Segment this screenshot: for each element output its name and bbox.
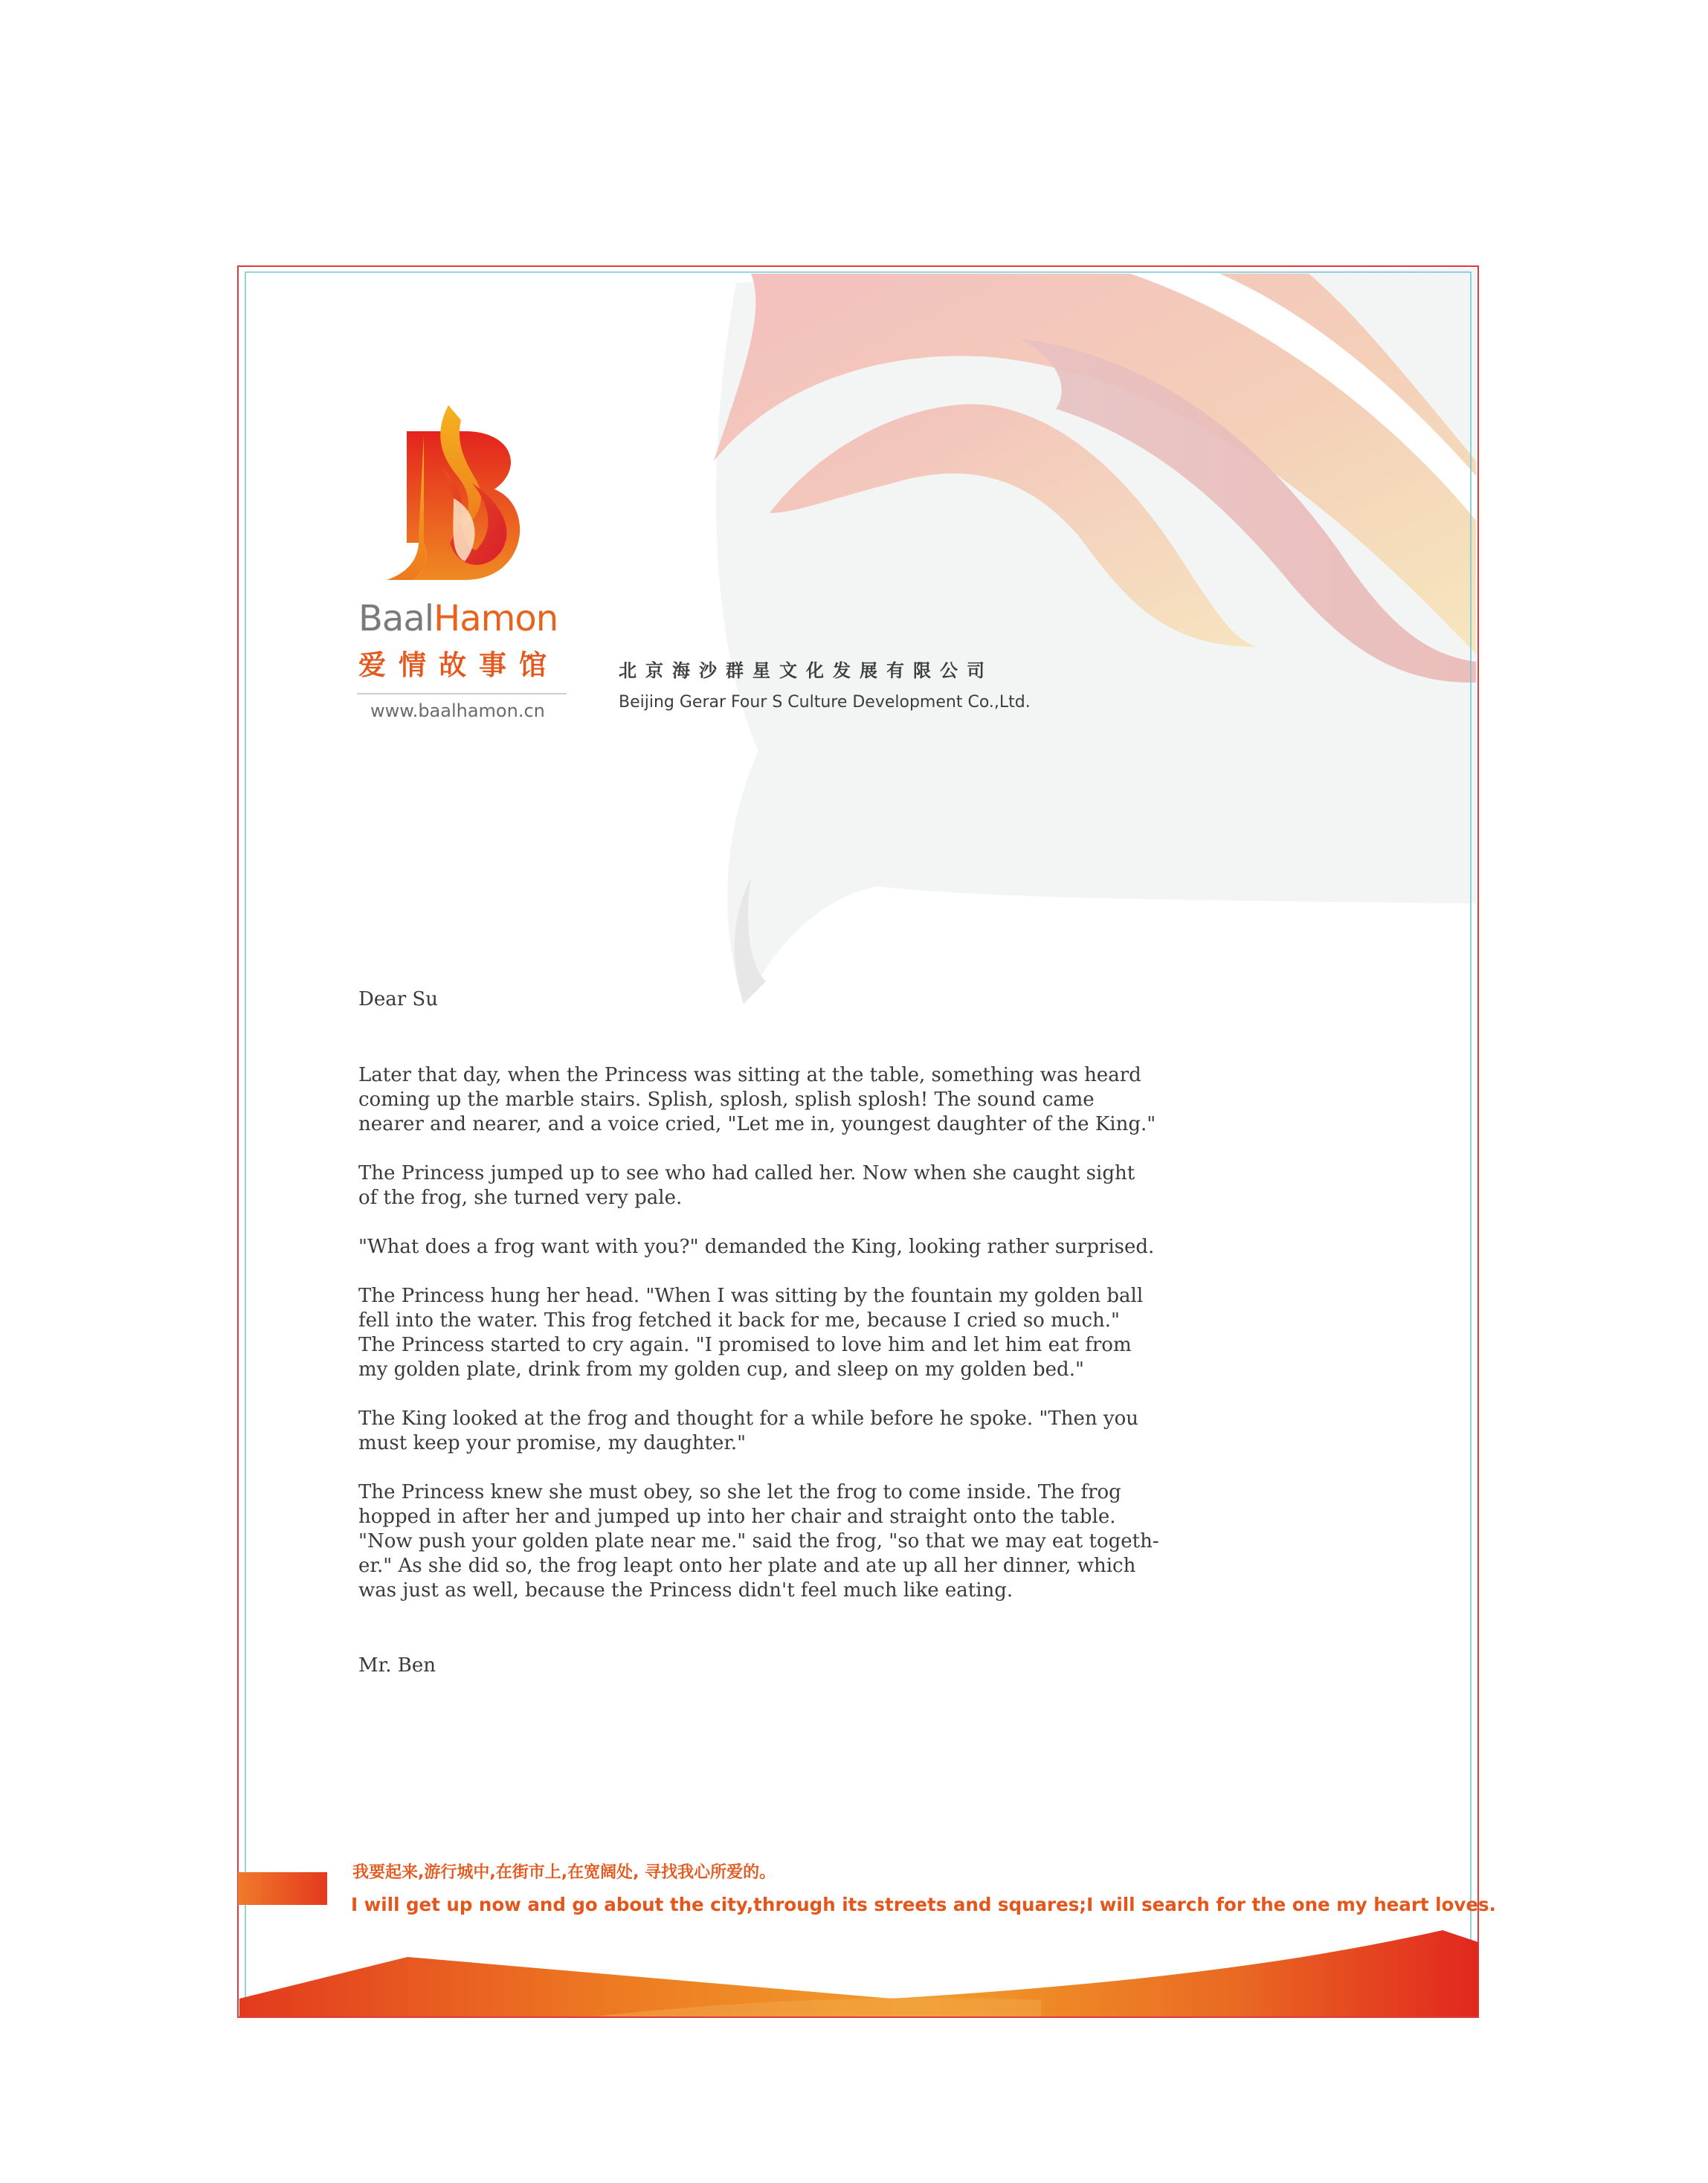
brand-name-en	[358, 598, 558, 639]
letter-line: er." As she did so, the frog leapt onto her plate and ate up all her dinner, which	[358, 1555, 1136, 1577]
letter-body	[358, 987, 1176, 1628]
letter-signoff: Mr. Ben	[358, 1654, 436, 1677]
letter-paragraph	[358, 1063, 1176, 1137]
footer-tab	[238, 1872, 327, 1905]
brand-name-en-part2: Hamon	[434, 598, 558, 639]
footer-motto-en: I will get up now and go about the city,through its streets and squares;I will search for the one my heart loves.	[351, 1894, 1496, 1915]
letter-paragraph	[358, 1161, 1176, 1210]
letter-paragraph	[358, 1407, 1176, 1456]
letter-line: The Princess hung her head. "When I was sitting by the fountain my golden ball	[358, 1285, 1144, 1307]
letter-line: was just as well, because the Princess didn't feel much like eating.	[358, 1579, 1013, 1602]
letter-line: The Princess jumped up to see who had called her. Now when she caught sight	[358, 1162, 1135, 1184]
letter-line: fell into the water. This frog fetched it back for me, because I cried so much."	[358, 1309, 1121, 1332]
letter-line: must keep your promise, my daughter."	[358, 1432, 747, 1454]
letter-paragraph	[358, 1480, 1176, 1603]
brand-website: www.baalhamon.cn	[370, 700, 545, 721]
letter-salutation: Dear Su	[358, 988, 438, 1010]
brand-divider	[357, 693, 567, 694]
letter-line: coming up the marble stairs. Splish, splosh, splish splosh! The sound came	[358, 1089, 1095, 1111]
letter-line: Later that day, when the Princess was sitting at the table, something was heard	[358, 1064, 1141, 1086]
letter-line: of the frog, she turned very pale.	[358, 1187, 683, 1209]
letter-line: The King looked at the frog and thought for a while before he spoke. "Then you	[358, 1407, 1138, 1430]
brand-name-cn: 爱情故事馆	[358, 649, 559, 681]
letter-line: The Princess knew she must obey, so she let the frog to come inside. The frog	[358, 1481, 1121, 1503]
letter-line: hopped in after her and jumped up into her chair and straight onto the table.	[358, 1506, 1116, 1528]
letter-paragraph	[358, 1284, 1176, 1382]
letter-line: "What does a frog want with you?" demanded the King, looking rather surprised.	[358, 1236, 1155, 1258]
company-name-cn: 北京海沙群星文化发展有限公司	[619, 660, 993, 681]
letter-line: my golden plate, drink from my golden cup, and sleep on my golden bed."	[358, 1358, 1084, 1381]
letter-line: nearer and nearer, and a voice cried, "Let me in, youngest daughter of the King."	[358, 1113, 1156, 1135]
letter-line: The Princess started to cry again. "I promised to love him and let him eat from	[358, 1334, 1132, 1356]
footer-motto-cn: 我要起来,游行城中,在街市上,在宽阔处, 寻找我心所爱的。	[352, 1863, 776, 1882]
brand-name-en-part1: Baal	[358, 598, 434, 639]
letter-paragraph	[358, 1235, 1176, 1260]
company-name-en: Beijing Gerar Four S Culture Development Co.,Ltd.	[619, 693, 1031, 712]
letter-line: "Now push your golden plate near me." said the frog, "so that we may eat togeth-	[358, 1530, 1159, 1552]
flame-b-logo-icon	[383, 402, 539, 587]
